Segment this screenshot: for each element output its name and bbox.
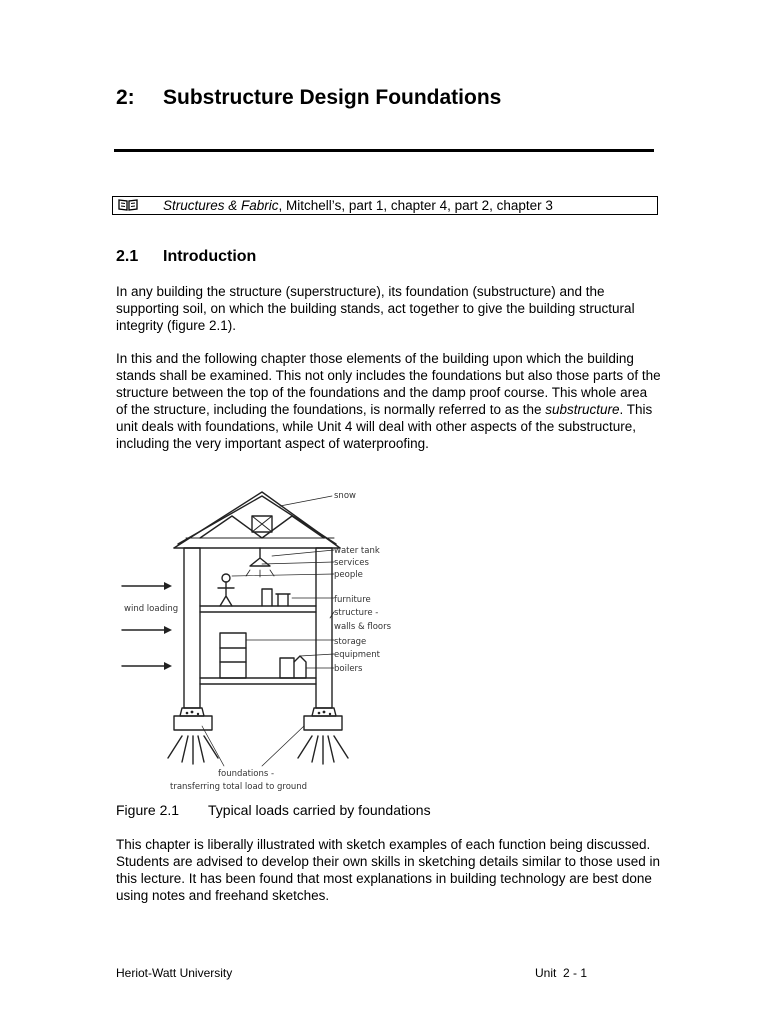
reference-book-title: Structures & Fabric [163, 198, 279, 213]
section-number: 2.1 [116, 248, 139, 265]
label-equipment: equipment [334, 650, 380, 660]
figure-house-loads [112, 486, 412, 796]
label-storage: storage [334, 637, 367, 647]
emphasis-substructure: substructure [545, 402, 620, 417]
label-boilers: boilers [334, 664, 363, 674]
section-title: Introduction [163, 248, 257, 265]
reference-box [112, 196, 658, 215]
label-snow: snow [334, 491, 356, 501]
paragraph-substructure [116, 350, 661, 452]
label-services: services [334, 558, 369, 568]
label-walls-floors: walls & floors [334, 622, 392, 632]
paragraph-sketching: This chapter is liberally illustrated with sketch examples of each function being discussed. Students are advised to develop their own skills in sketching details similar to those used in this lecture. It has been found that most explanations in building technology are best done using notes and freehand sketches. [116, 837, 661, 903]
label-wind-loading: wind loading [124, 604, 179, 614]
reference-text [163, 198, 553, 213]
footer-page-number: Unit 2 - 1 [535, 966, 588, 980]
book-icon [118, 198, 138, 217]
chapter-title: Substructure Design Foundations [163, 86, 502, 109]
label-structure: structure - [334, 608, 379, 618]
title-rule [114, 149, 654, 152]
paragraph-text: In this and the following chapter those elements of the building upon which the building stands shall be examined. This not only includes the foundations but also those parts of the structure between the top of the foundations and the damp proof course. This whole area of the structure, including the foundations, is normally referred to as the [116, 351, 661, 417]
figure-number: Figure 2.1 [116, 802, 180, 818]
paragraph-text: . This unit deals with foundations, while Unit 4 will deal with other aspects of the substructure, including the very important aspect of waterproofing. [116, 402, 653, 451]
paragraph-intro: In any building the structure (superstructure), its foundation (substructure) and the supporting soil, on which the building stands, act together to give the building structural integrity (figure 2.1). [116, 284, 635, 333]
label-foundations: foundations - [218, 769, 275, 779]
label-water-tank: water tank [334, 546, 380, 556]
footer-university: Heriot-Watt University [116, 966, 233, 980]
house-sketch [112, 486, 412, 796]
reference-details: , Mitchell’s, part 1, chapter 4, part 2, chapter 3 [278, 198, 553, 213]
chapter-number: 2: [116, 86, 135, 109]
label-transferring: transferring total load to ground [170, 782, 308, 792]
figure-caption: Typical loads carried by foundations [208, 802, 431, 818]
label-furniture: furniture [334, 595, 371, 605]
label-people: people [334, 570, 363, 580]
